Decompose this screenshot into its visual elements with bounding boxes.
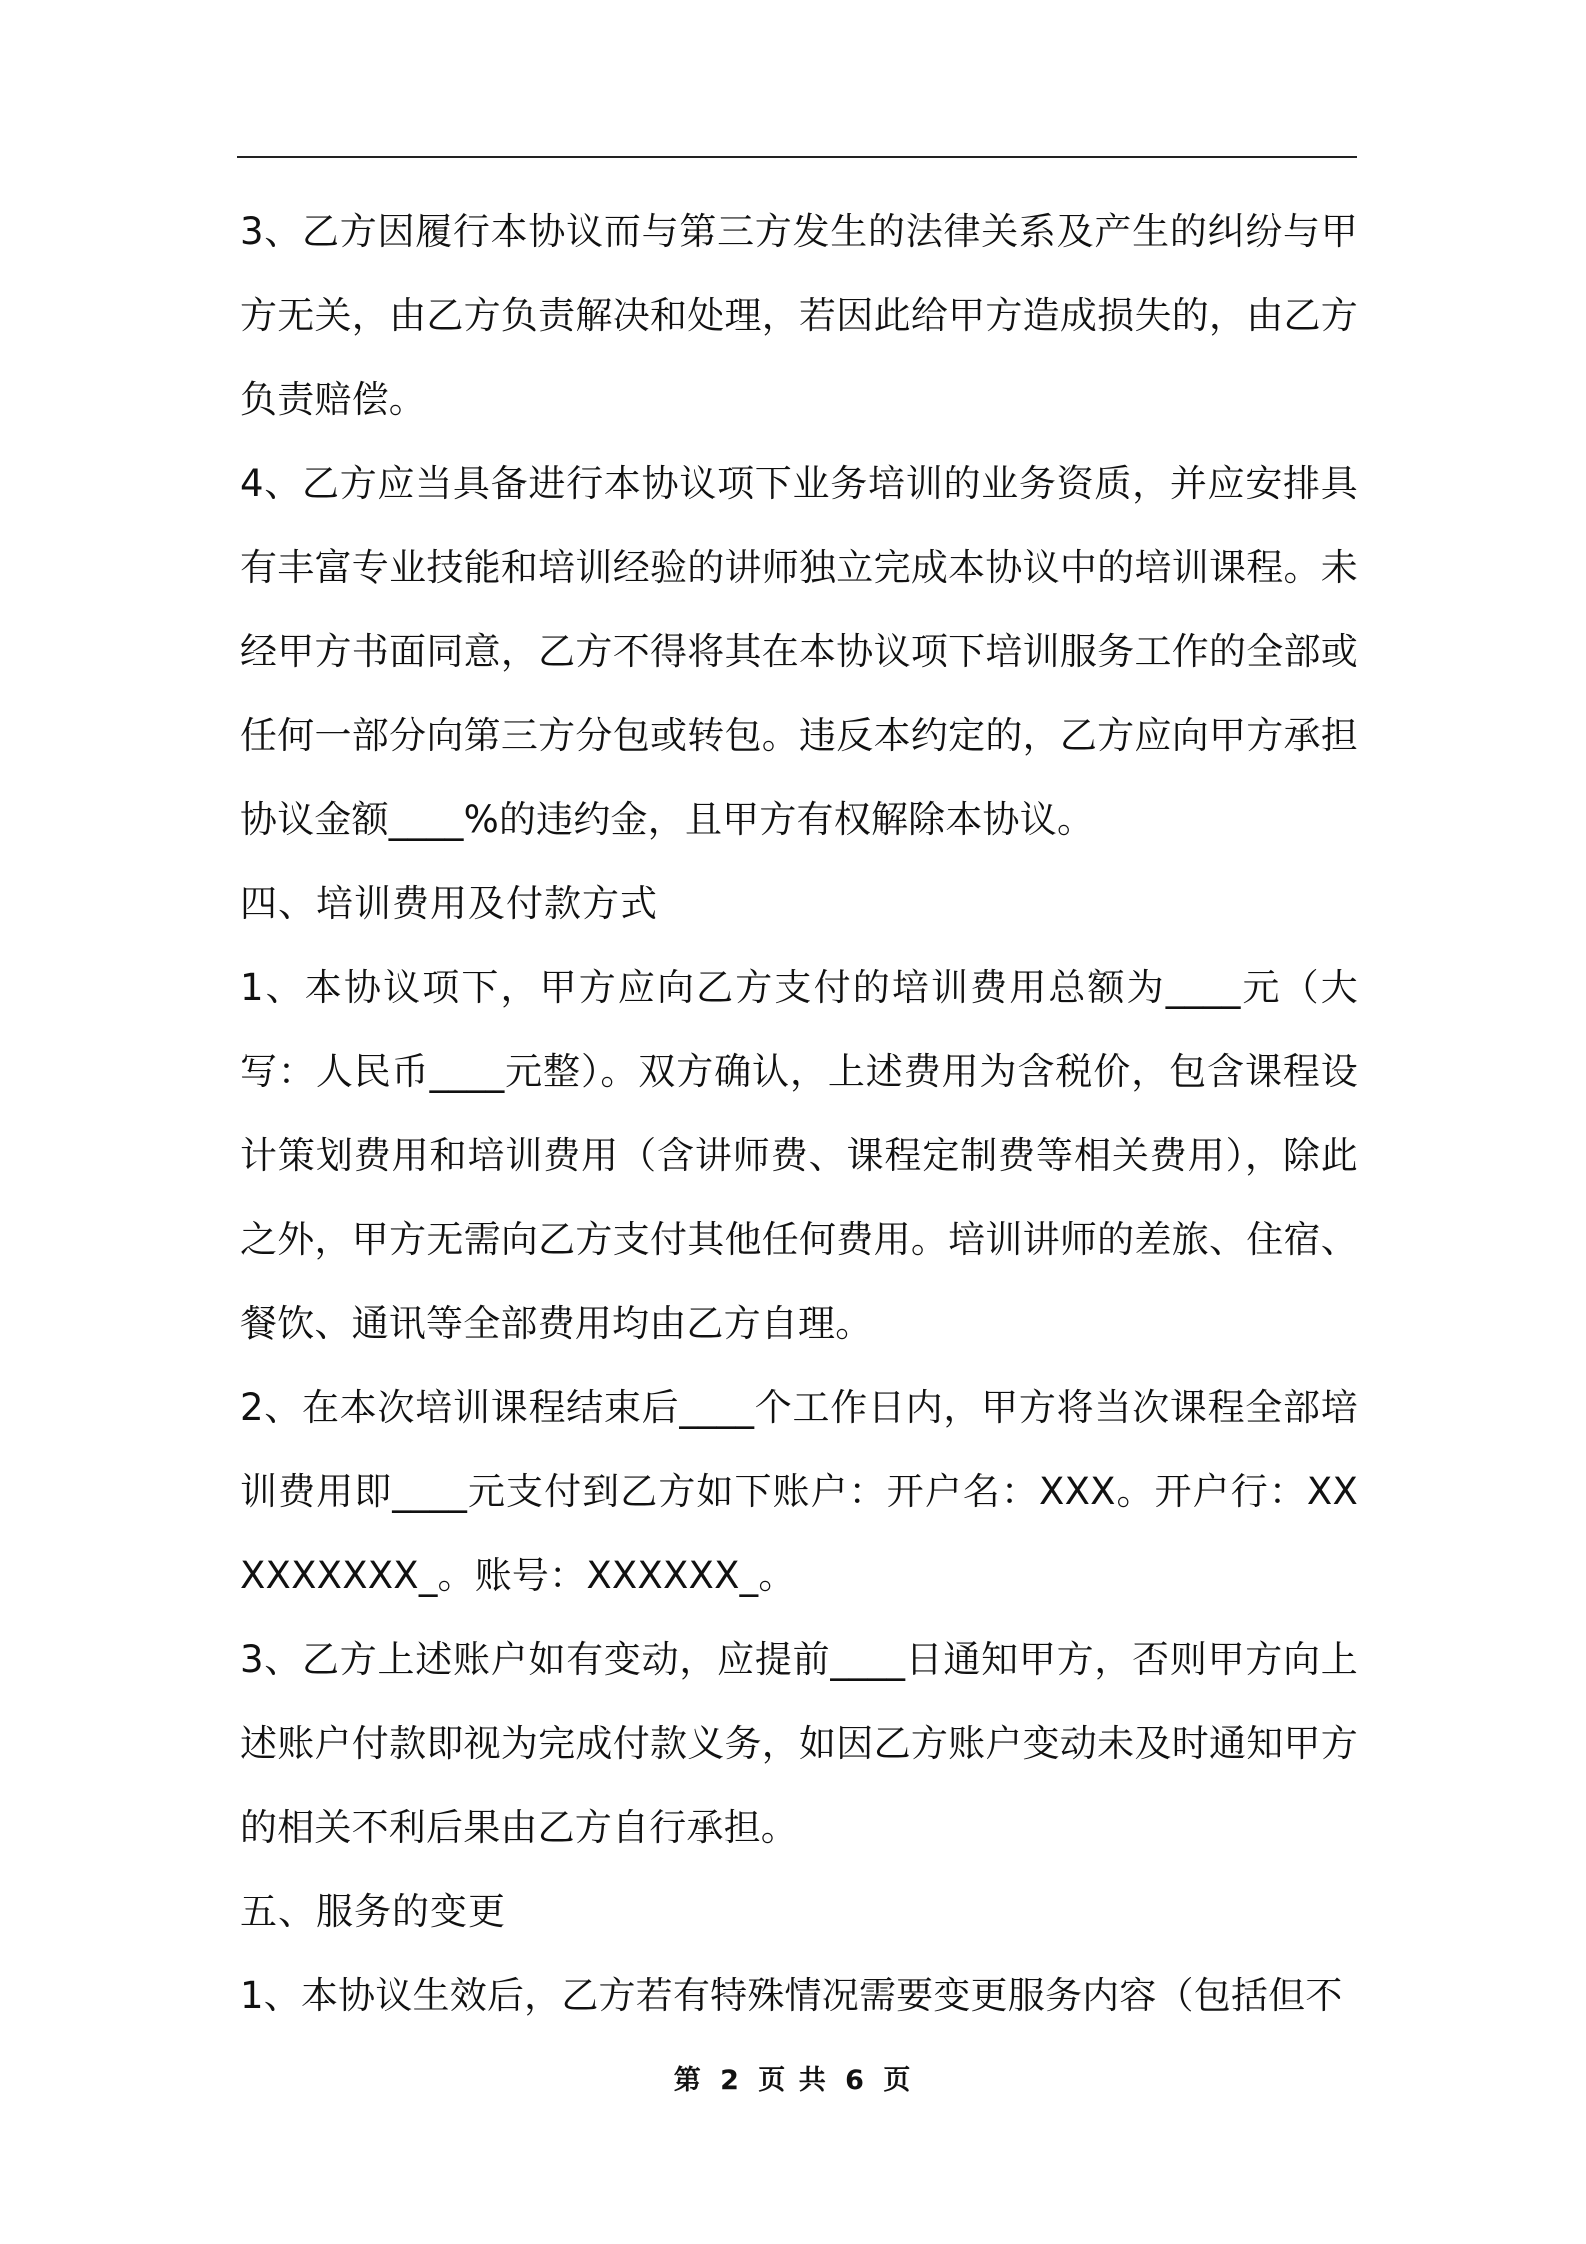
paragraph-clause-3: 3、乙方因履行本协议而与第三方发生的法律关系及产生的纠纷与甲方无关，由乙方负责解决和处理，若因此给甲方造成损失的，由乙方负责赔偿。 [240,210,1358,421]
footer-prefix: 第 [673,2065,703,2096]
footer-current-page: 2 [720,2065,741,2096]
paragraph-fees-2: 2、在本次培训课程结束后____个工作日内，甲方将当次课程全部培训费用即____元支付到乙方如下账户：开户名：XXX。开户行：XXXXXXXXX_。账号：XXXXXX_。 [240,1386,1358,1597]
section-heading-fees: 四、培训费用及付款方式 [240,882,658,925]
paragraph-clause-4: 4、乙方应当具备进行本协议项下业务培训的业务资质，并应安排具有丰富专业技能和培训经验的讲师独立完成本协议中的培训课程。未经甲方书面同意，乙方不得将其在本协议项下培训服务工作的全部或任何一部分向第三方分包或转包。违反本约定的，乙方应向甲方承担协议金额____%的违约金，且甲方有权解除本协议。 [240,462,1358,841]
document-body [240,190,1358,2038]
paragraph-fees-3: 3、乙方上述账户如有变动，应提前____日通知甲方，否则甲方向上述账户付款即视为完成付款义务，如因乙方账户变动未及时通知甲方的相关不利后果由乙方自行承担。 [240,1638,1358,1849]
section-heading-changes: 五、服务的变更 [240,1890,506,1933]
footer-middle: 页 共 [758,2065,828,2096]
paragraph-fees-1: 1、本协议项下，甲方应向乙方支付的培训费用总额为____元（大写：人民币____元整）。双方确认，上述费用为含税价，包含课程设计策划费用和培训费用（含讲师费、课程定制费等相关费用），除此之外，甲方无需向乙方支付其他任何费用。培训讲师的差旅、住宿、餐饮、通讯等全部费用均由乙方自理。 [240,966,1358,1345]
paragraph-changes-1: 1、本协议生效后，乙方若有特殊情况需要变更服务内容（包括但不 [240,1974,1343,2017]
page-footer [0,2058,1586,2097]
footer-total-pages: 6 [845,2065,866,2096]
footer-suffix: 页 [883,2065,913,2096]
header-rule [237,156,1357,158]
